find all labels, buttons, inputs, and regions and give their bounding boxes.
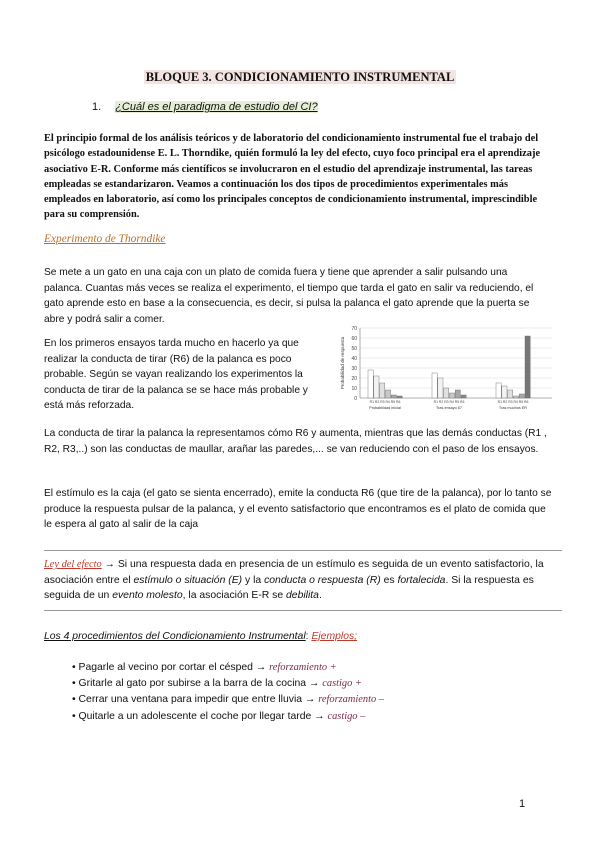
y-tick-label: 40 xyxy=(351,356,357,362)
bar xyxy=(513,396,518,398)
bar xyxy=(508,390,513,398)
bar xyxy=(397,396,402,398)
paragraph-3: La conducta de tirar la palanca la representamos cómo R6 y aumenta, mientras que las demás conductas (R1 , R2, R3,..) son las conductas de maullar, arañar las paredes,... se van reduciendo con el paso de los ensayos. xyxy=(44,428,547,455)
bar xyxy=(449,393,454,398)
bar xyxy=(496,383,501,398)
y-tick-label: 0 xyxy=(354,396,357,402)
list-item: • Gritarle al gato por subirse a la barra de la cocina → castigo + xyxy=(72,678,362,690)
bar xyxy=(502,386,507,398)
bar xyxy=(368,370,373,398)
thorndike-heading: Experimento de Thorndike xyxy=(44,233,166,245)
question-number: 1. xyxy=(92,101,102,113)
group-label: Tras muchos ER xyxy=(498,406,528,410)
examples-list xyxy=(72,660,384,725)
bar xyxy=(455,390,460,398)
bar xyxy=(438,378,443,398)
x-tick-labels: R1 R2 R3 R4 R5 R6 xyxy=(369,400,401,404)
y-axis-label: Probabilidad de respuesta xyxy=(340,336,345,390)
page-title: BLOQUE 3. CONDICIONAMIENTO INSTRUMENTAL xyxy=(145,70,455,84)
bar xyxy=(374,376,379,398)
bar xyxy=(519,394,524,398)
group-label: Probabilidad inicial xyxy=(369,406,401,410)
divider-bottom xyxy=(44,610,562,611)
paragraph-1: Se mete a un gato en una caja con un plato de comida fuera y tiene que aprender a salir pulsando una palanca. Cuantas más veces se realiza el experimento, el tiempo que tarda el gato en salir va reduciendo, el gato aprende esto en base a la consecuencia, es decir, si pulsa la palanca el gato aprende que la puerta se abre y podrá salir a comer. xyxy=(44,267,534,325)
intro-paragraph: El principio formal de los análisis teóricos y de laboratorio del condicionamiento instrumental fue el trabajo del psicólogo estadounidense E. L. Thorndike, quién formuló la ley del efecto, cuyo foco principal era el aprendizaje asociativo E-R. Conforme más científicos se involucraron en el estudio del aprendizaje instrumental, las tareas empleadas se estandarizaron. Veamos a continuación los dos tipos de procedimientos experimentales más empleados en laboratorio, así como los principales conceptos de condicionamiento instrumental, imprescindible para su comprensión. xyxy=(44,133,541,221)
bar xyxy=(432,373,437,398)
law-of-effect-term: Ley del efecto xyxy=(44,559,102,570)
bar xyxy=(385,390,390,398)
y-tick-label: 60 xyxy=(351,336,357,342)
list-item: • Cerrar una ventana para impedir que entre lluvia → reforzamiento – xyxy=(72,694,384,706)
list-item: • Pagarle al vecino por cortar el césped → reforzamiento + xyxy=(72,662,337,673)
y-tick-label: 20 xyxy=(351,376,357,382)
group-label: Tras ensayo 67 xyxy=(435,406,463,410)
divider-top xyxy=(44,550,562,551)
response-probability-chart xyxy=(336,322,556,414)
bar xyxy=(444,388,449,398)
y-tick-label: 70 xyxy=(351,326,357,332)
y-tick-label: 10 xyxy=(351,386,357,392)
x-tick-labels: R1 R2 R3 R4 R5 R6 xyxy=(497,400,529,404)
question-text: ¿Cuál es el paradigma de estudio del CI? xyxy=(115,101,318,113)
bar xyxy=(380,383,385,398)
paragraph-4: El estímulo es la caja (el gato se sienta encerrado), emite la conducta R6 (que tire de la palanca), por lo tanto se produce la respuesta pulsar de la palanca, y el evento satisfactorio que encontramos es el plato de comida que le espera al gato al salir de la caja xyxy=(44,488,552,531)
procedures-heading: Los 4 procedimientos del Condicionamiento Instrumental: Ejemplos; xyxy=(44,631,358,642)
law-of-effect: Ley del efecto → Si una respuesta dada en presencia de un estímulo es seguida de un evento satisfactorio, la asociación entre el estímulo o situación (E) y la conducta o respuesta (R) es fortalecida. Si la respuesta es seguida de un evento molesto, la asociación E-R se debilita. xyxy=(44,559,544,602)
x-tick-labels: R1 R2 R3 R4 R5 R6 xyxy=(433,400,465,404)
page-number: 1 xyxy=(519,798,526,810)
bar xyxy=(525,336,530,398)
bar xyxy=(461,395,466,398)
y-tick-label: 30 xyxy=(351,366,357,372)
y-tick-label: 50 xyxy=(351,346,357,352)
question-heading xyxy=(92,101,318,113)
bar xyxy=(391,395,396,398)
paragraph-2: En los primeros ensayos tarda mucho en hacerlo ya que realizar la conducta de tirar (R6) de la palanca es poco probable. Según se vayan realizando los experimentos la conducta de tirar de la palanca se se hace más probable y está más reforzada. xyxy=(44,338,308,412)
list-item: • Quitarle a un adolescente el coche por llegar tarde → castigo – xyxy=(72,710,366,722)
